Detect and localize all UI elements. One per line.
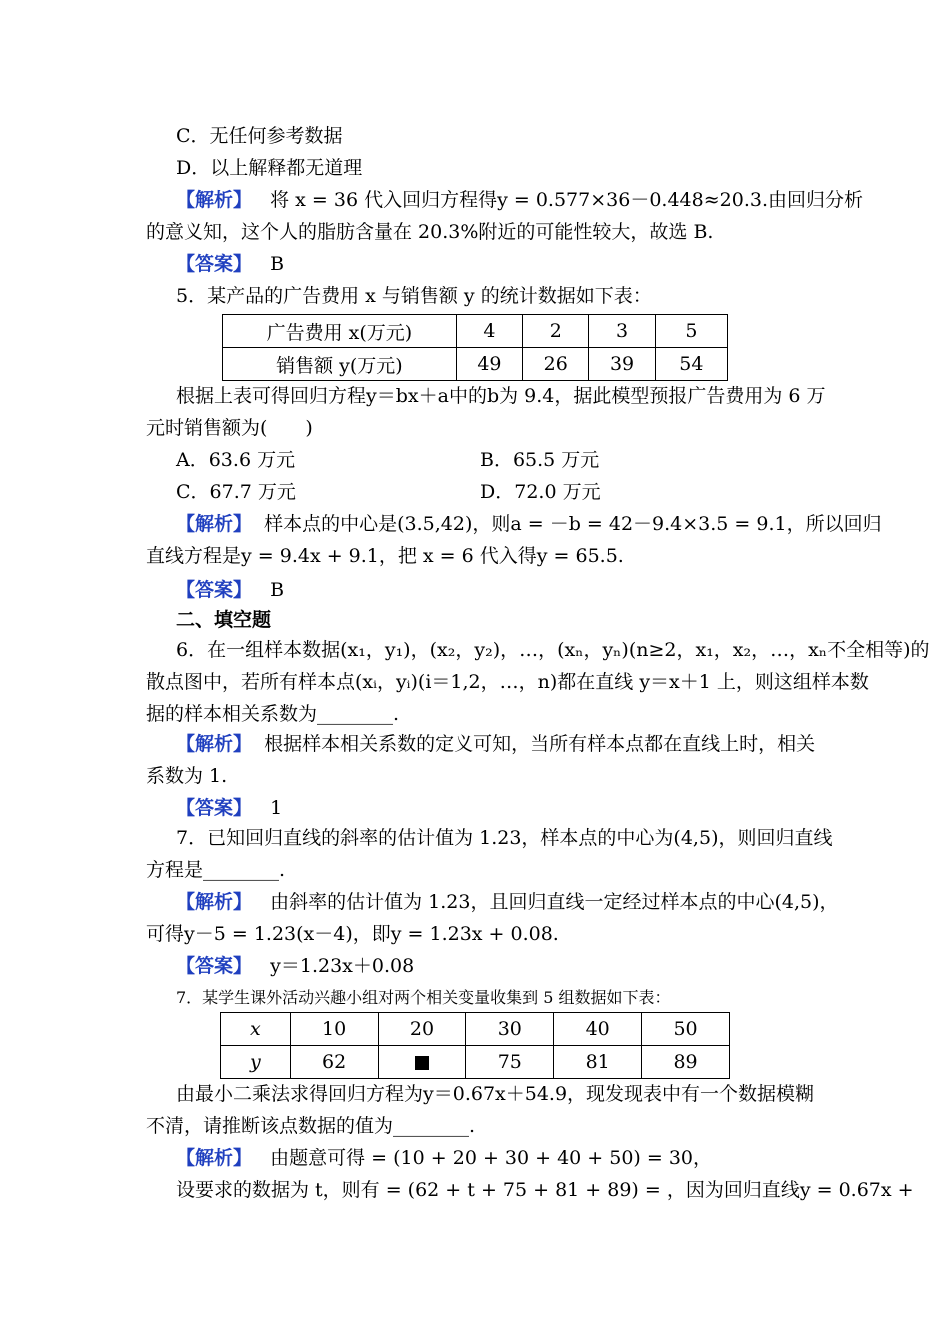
answer-text: 1	[270, 797, 283, 819]
table-cell: 销售额 y(万元)	[223, 348, 457, 381]
table-row	[223, 348, 728, 381]
analysis-tag: 【解析】	[176, 733, 253, 755]
table-cell: 10	[290, 1013, 378, 1046]
question-6: 6．在一组样本数据(x₁，y₁)，(x₂，y₂)，…，(xₙ，yₙ)(n≥2，x₁，x₂，…，xₙ不全相等)的	[176, 639, 930, 661]
analysis-text: 由斜率的估计值为 1.23，且回归直线一定经过样本点的中心(4,5)，	[270, 891, 839, 913]
analysis-tag: 【解析】	[176, 891, 253, 913]
table-cell: 50	[642, 1013, 730, 1046]
table-row	[221, 1046, 730, 1079]
table-row	[221, 1013, 730, 1046]
analysis-line: 的意义知，这个人的脂肪含量在 20.3%附近的可能性较大，故选 B.	[146, 221, 714, 243]
blurred-value-square	[415, 1056, 429, 1070]
table-cell: 5	[655, 315, 727, 348]
option-c: C．无任何参考数据	[176, 125, 343, 147]
question-text: 根据上表可得回归方程y＝bx＋a中的b为 9.4，据此模型预报广告费用为 6 万	[176, 385, 826, 407]
table-cell: 54	[655, 348, 727, 381]
answer-line	[176, 252, 284, 276]
section-heading: 二、填空题	[176, 609, 272, 631]
answer-line	[176, 796, 282, 820]
option-a: A．63.6 万元	[176, 449, 296, 471]
question-5: 5．某产品的广告费用 x 与销售额 y 的统计数据如下表：	[176, 285, 652, 307]
answer-tag: 【答案】	[176, 579, 253, 601]
analysis-line: 设要求的数据为 t，则有 = (62 + t + 75 + 81 + 89) = ，因为回归直线y = 0.67x +	[176, 1179, 914, 1201]
question-7: 7．已知回归直线的斜率的估计值为 1.23，样本点的中心为(4,5)，则回归直线	[176, 827, 833, 849]
answer-tag: 【答案】	[176, 797, 253, 819]
table-cell: 20	[378, 1013, 466, 1046]
table-cell: 广告费用 x(万元)	[223, 315, 457, 348]
analysis-text: 将 x = 36 代入回归方程得y = 0.577×36－0.448≈20.3.由回归分析	[270, 189, 863, 211]
analysis-tag: 【解析】	[176, 513, 253, 535]
question-text: 散点图中，若所有样本点(xᵢ，yᵢ)(i＝1,2，…，n)都在直线 y＝x＋1 上，则这组样本数	[146, 671, 869, 693]
question-text: 元时销售额为( )	[146, 417, 313, 439]
question-7b: 7．某学生课外活动兴趣小组对两个相关变量收集到 5 组数据如下表：	[176, 988, 671, 1007]
answer-text: B	[270, 253, 285, 275]
question-text: 据的样本相关系数为________.	[146, 703, 400, 725]
options-row	[176, 448, 776, 472]
answer-text: y＝1.23x＋0.08	[270, 955, 415, 977]
table-cell: 49	[456, 348, 522, 381]
table-cell: 75	[466, 1046, 554, 1079]
table-cell: 2	[523, 315, 589, 348]
table-cell: 4	[456, 315, 522, 348]
table-cell: 26	[523, 348, 589, 381]
answer-line	[176, 954, 414, 978]
option-d: D．72.0 万元	[480, 481, 601, 503]
analysis-tag: 【解析】	[176, 189, 253, 211]
xy-data-table	[220, 1012, 730, 1079]
answer-text: B	[270, 579, 285, 601]
analysis-line: 系数为 1.	[146, 765, 228, 787]
table-cell: 89	[642, 1046, 730, 1079]
analysis-line	[176, 188, 863, 212]
table-cell: x	[221, 1013, 291, 1046]
answer-line	[176, 578, 284, 602]
answer-tag: 【答案】	[176, 253, 253, 275]
answer-tag: 【答案】	[176, 955, 253, 977]
option-c: C．67.7 万元	[176, 481, 296, 503]
table-cell: 39	[589, 348, 655, 381]
analysis-text: 由题意可得 = (10 + 20 + 30 + 40 + 50) = 30，	[270, 1147, 713, 1169]
analysis-tag: 【解析】	[176, 1147, 253, 1169]
option-d: D．以上解释都无道理	[176, 157, 363, 179]
table-cell: 62	[290, 1046, 378, 1079]
analysis-line	[176, 732, 815, 756]
question-text: 方程是________.	[146, 859, 286, 881]
analysis-line: 直线方程是y = 9.4x + 9.1，把 x = 6 代入得y = 65.5.	[146, 545, 624, 567]
table-cell: y	[221, 1046, 291, 1079]
table-cell: 3	[589, 315, 655, 348]
options-row	[176, 480, 776, 504]
option-b: B．65.5 万元	[480, 449, 600, 471]
table-row	[223, 315, 728, 348]
analysis-text: 样本点的中心是(3.5,42)，则a = －b = 42－9.4×3.5 = 9.1，所以回归	[264, 513, 882, 535]
analysis-line	[176, 890, 839, 914]
table-cell	[378, 1046, 466, 1079]
table-cell: 81	[554, 1046, 642, 1079]
ad-sales-table	[222, 314, 728, 381]
table-cell: 40	[554, 1013, 642, 1046]
analysis-line	[176, 512, 882, 536]
question-text: 不清，请推断该点数据的值为________.	[146, 1115, 476, 1137]
analysis-text: 根据样本相关系数的定义可知，当所有样本点都在直线上时，相关	[264, 733, 816, 755]
analysis-line: 可得y－5 = 1.23(x－4)，即y = 1.23x + 0.08.	[146, 923, 559, 945]
analysis-line	[176, 1146, 712, 1170]
table-cell: 30	[466, 1013, 554, 1046]
question-text: 由最小二乘法求得回归方程为y＝0.67x＋54.9，现发现表中有一个数据模糊	[176, 1083, 815, 1105]
